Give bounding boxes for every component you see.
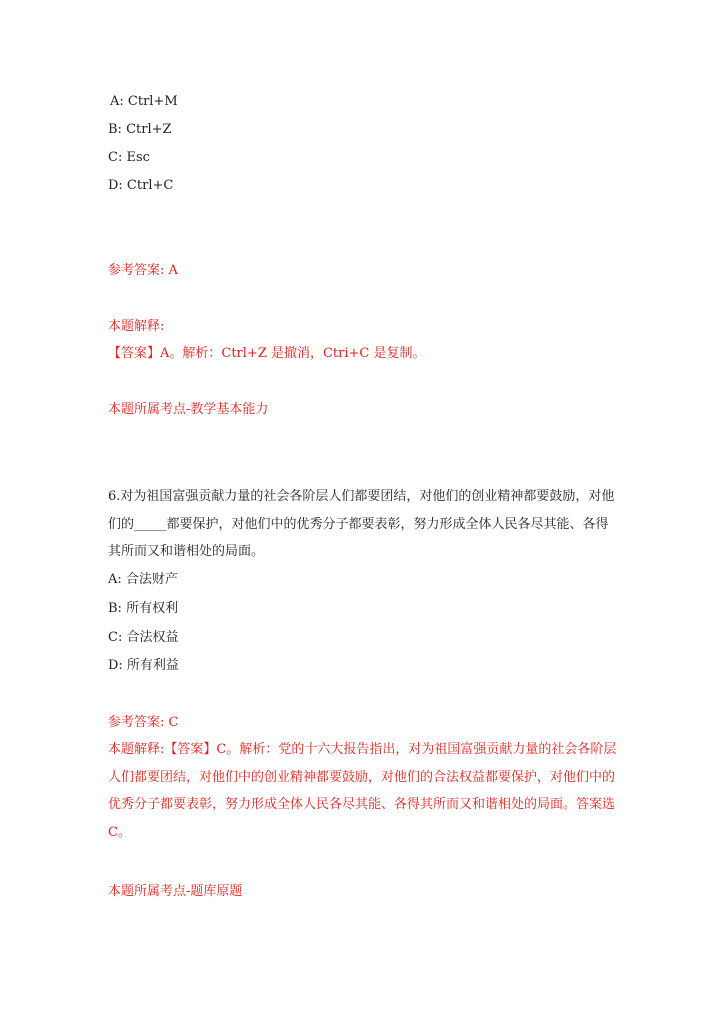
q6-explanation: 本题解释:【答案】C。解析：党的十六大报告指出，对为祖国富强贡献力量的社会各阶层人们都要团结，对他们中的创业精神都要鼓励，对他们的合法权益都要保护，对他们中的优秀分子都要表彰，努力形成全体人民各尽其能、各得其所而又和谐相处的局面。答案选 C。 xyxy=(108,742,617,840)
q5-explanation: 【答案】A。解析：Ctrl+Z 是撤消，Ctri+C 是复制。 xyxy=(108,346,426,361)
q6-answer: 参考答案: C xyxy=(108,715,179,730)
q6-question: 6.对为祖国富强贡献力量的社会各阶层人们都要团结，对他们的创业精神都要鼓励，对他们的_____都要保护，对他们中的优秀分子都要表彰，努力形成全体人民各尽其能、各得其所而又和谐相处的局面。 xyxy=(108,489,615,559)
q6-option-b: B: 所有权利 xyxy=(108,601,179,616)
q6-option-a: A: 合法财产 xyxy=(108,572,178,587)
q6-topic: 本题所属考点-题库原题 xyxy=(108,884,243,899)
q5-explanation-label: 本题解释: xyxy=(108,319,165,334)
q5-option-a: A: Ctrl+M xyxy=(110,94,178,109)
q5-option-b: B: Ctrl+Z xyxy=(108,122,172,137)
q6-option-c: C: 合法权益 xyxy=(108,630,179,645)
q5-answer: 参考答案: A xyxy=(108,263,178,278)
q5-option-d: D: Ctrl+C xyxy=(108,178,174,193)
q6-option-d: D: 所有利益 xyxy=(108,658,179,673)
q5-topic: 本题所属考点-教学基本能力 xyxy=(108,402,269,417)
q5-option-c: C: Esc xyxy=(108,150,150,165)
